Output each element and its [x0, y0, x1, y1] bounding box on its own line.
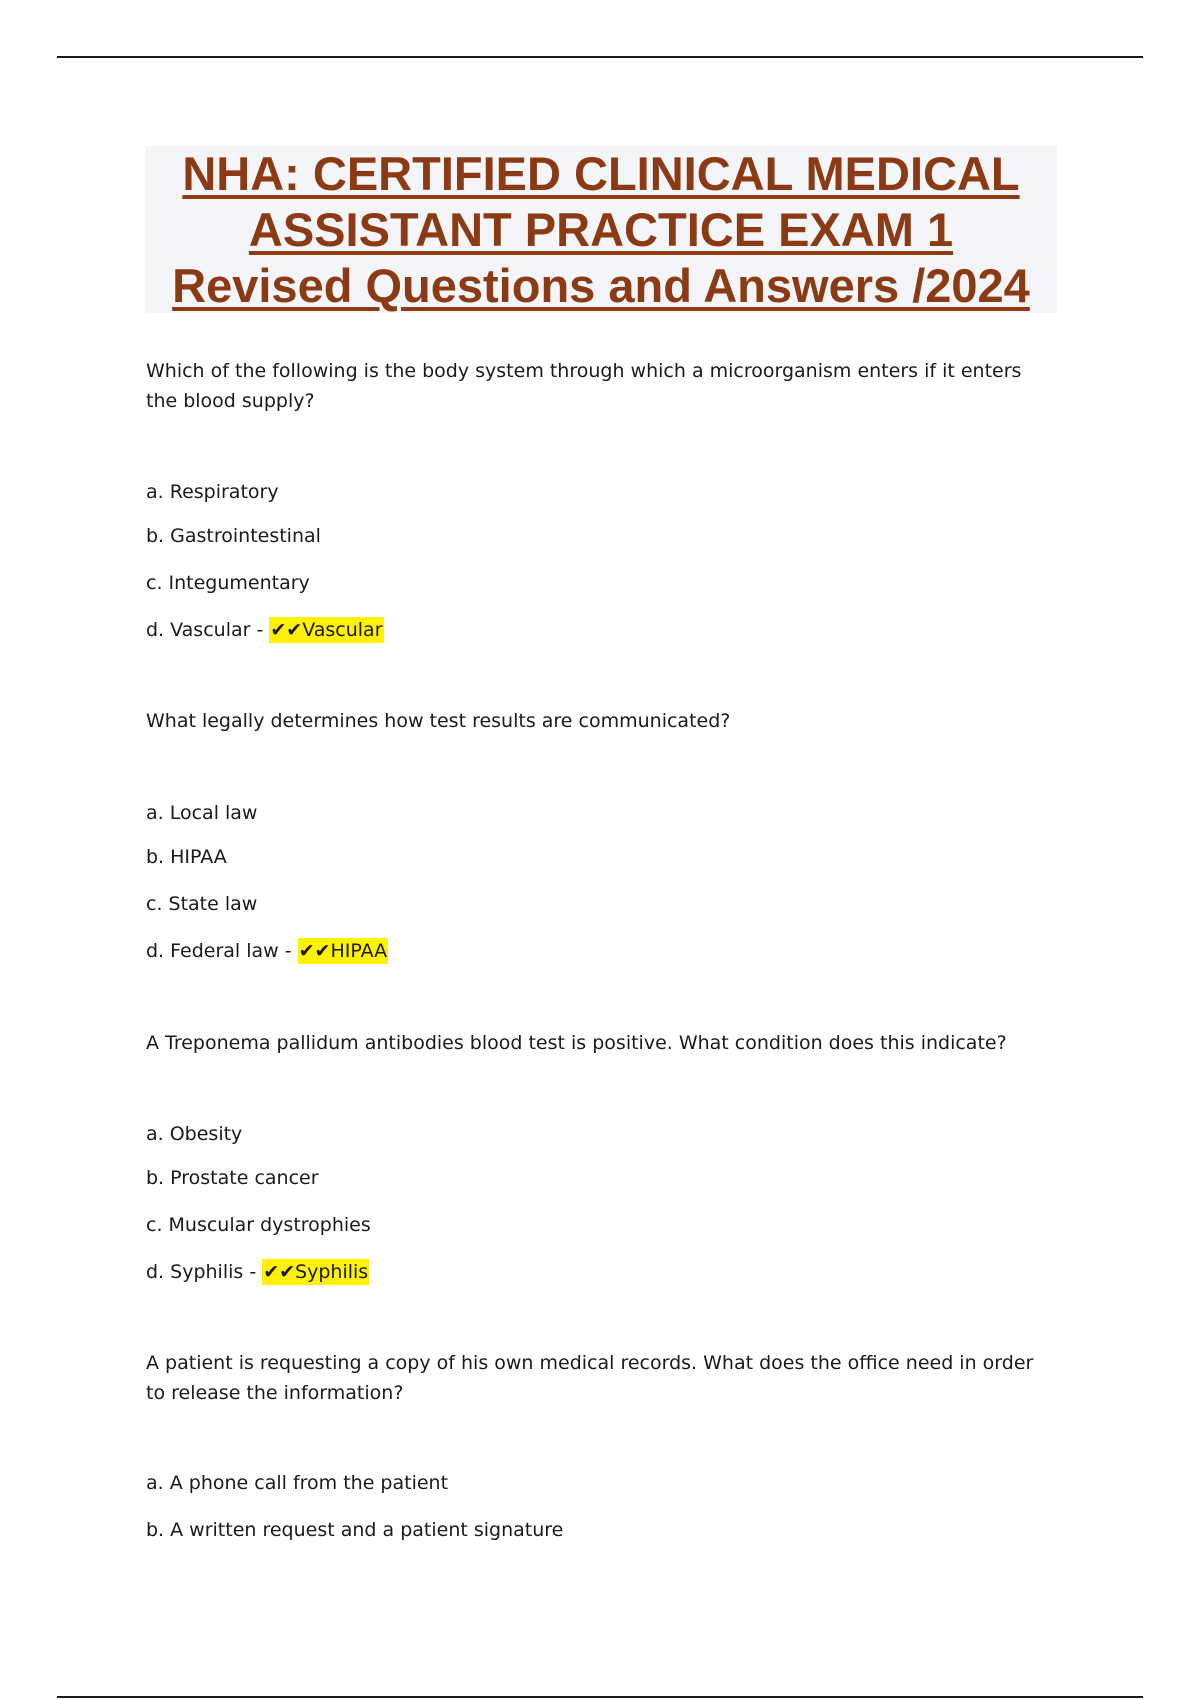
question-2-option-a: a. Local law — [146, 802, 258, 824]
question-3-option-c: c. Muscular dystrophies — [146, 1214, 371, 1236]
document-title-line-2: ASSISTANT PRACTICE EXAM 1 — [248, 203, 954, 256]
question-4-text: A patient is requesting a copy of his own medical records. What does the office need in order to release the information? — [146, 1352, 1034, 1404]
question-1-option-c: c. Integumentary — [146, 572, 310, 594]
question-2-text: What legally determines how test results are communicated? — [146, 710, 731, 732]
top-rule — [57, 56, 1143, 58]
question-3-text: A Treponema pallidum antibodies blood test is positive. What condition does this indicate? — [146, 1032, 1007, 1054]
question-2-option-c: c. State law — [146, 893, 258, 915]
document-title-line-1: NHA: CERTIFIED CLINICAL MEDICAL — [182, 147, 1020, 200]
question-2-answer-highlight: ✔✔HIPAA — [298, 940, 388, 962]
question-3-option-d-label: d. Syphilis - — [146, 1261, 263, 1283]
question-1-option-d — [146, 617, 384, 643]
question-4-option-a: a. A phone call from the patient — [146, 1472, 449, 1494]
question-2-option-b: b. HIPAA — [146, 846, 227, 868]
question-3-answer-highlight: ✔✔Syphilis — [263, 1261, 369, 1283]
question-3-option-d — [146, 1259, 369, 1285]
document-title-line-3: Revised Questions and Answers /2024 — [172, 259, 1030, 312]
question-2-option-d-label: d. Federal law - — [146, 940, 298, 962]
question-1-option-d-label: d. Vascular - — [146, 619, 270, 641]
question-1-option-a: a. Respiratory — [146, 481, 279, 503]
question-1-option-b: b. Gastrointestinal — [146, 525, 321, 547]
question-4-option-b: b. A written request and a patient signature — [146, 1519, 564, 1541]
question-1-answer-highlight: ✔✔Vascular — [270, 619, 383, 641]
question-2-option-d — [146, 938, 388, 964]
bottom-rule — [57, 1696, 1143, 1698]
question-3-option-b: b. Prostate cancer — [146, 1167, 319, 1189]
question-3-option-a: a. Obesity — [146, 1123, 243, 1145]
question-1-text: Which of the following is the body system through which a microorganism enters if it enters the blood supply? — [146, 360, 1022, 412]
